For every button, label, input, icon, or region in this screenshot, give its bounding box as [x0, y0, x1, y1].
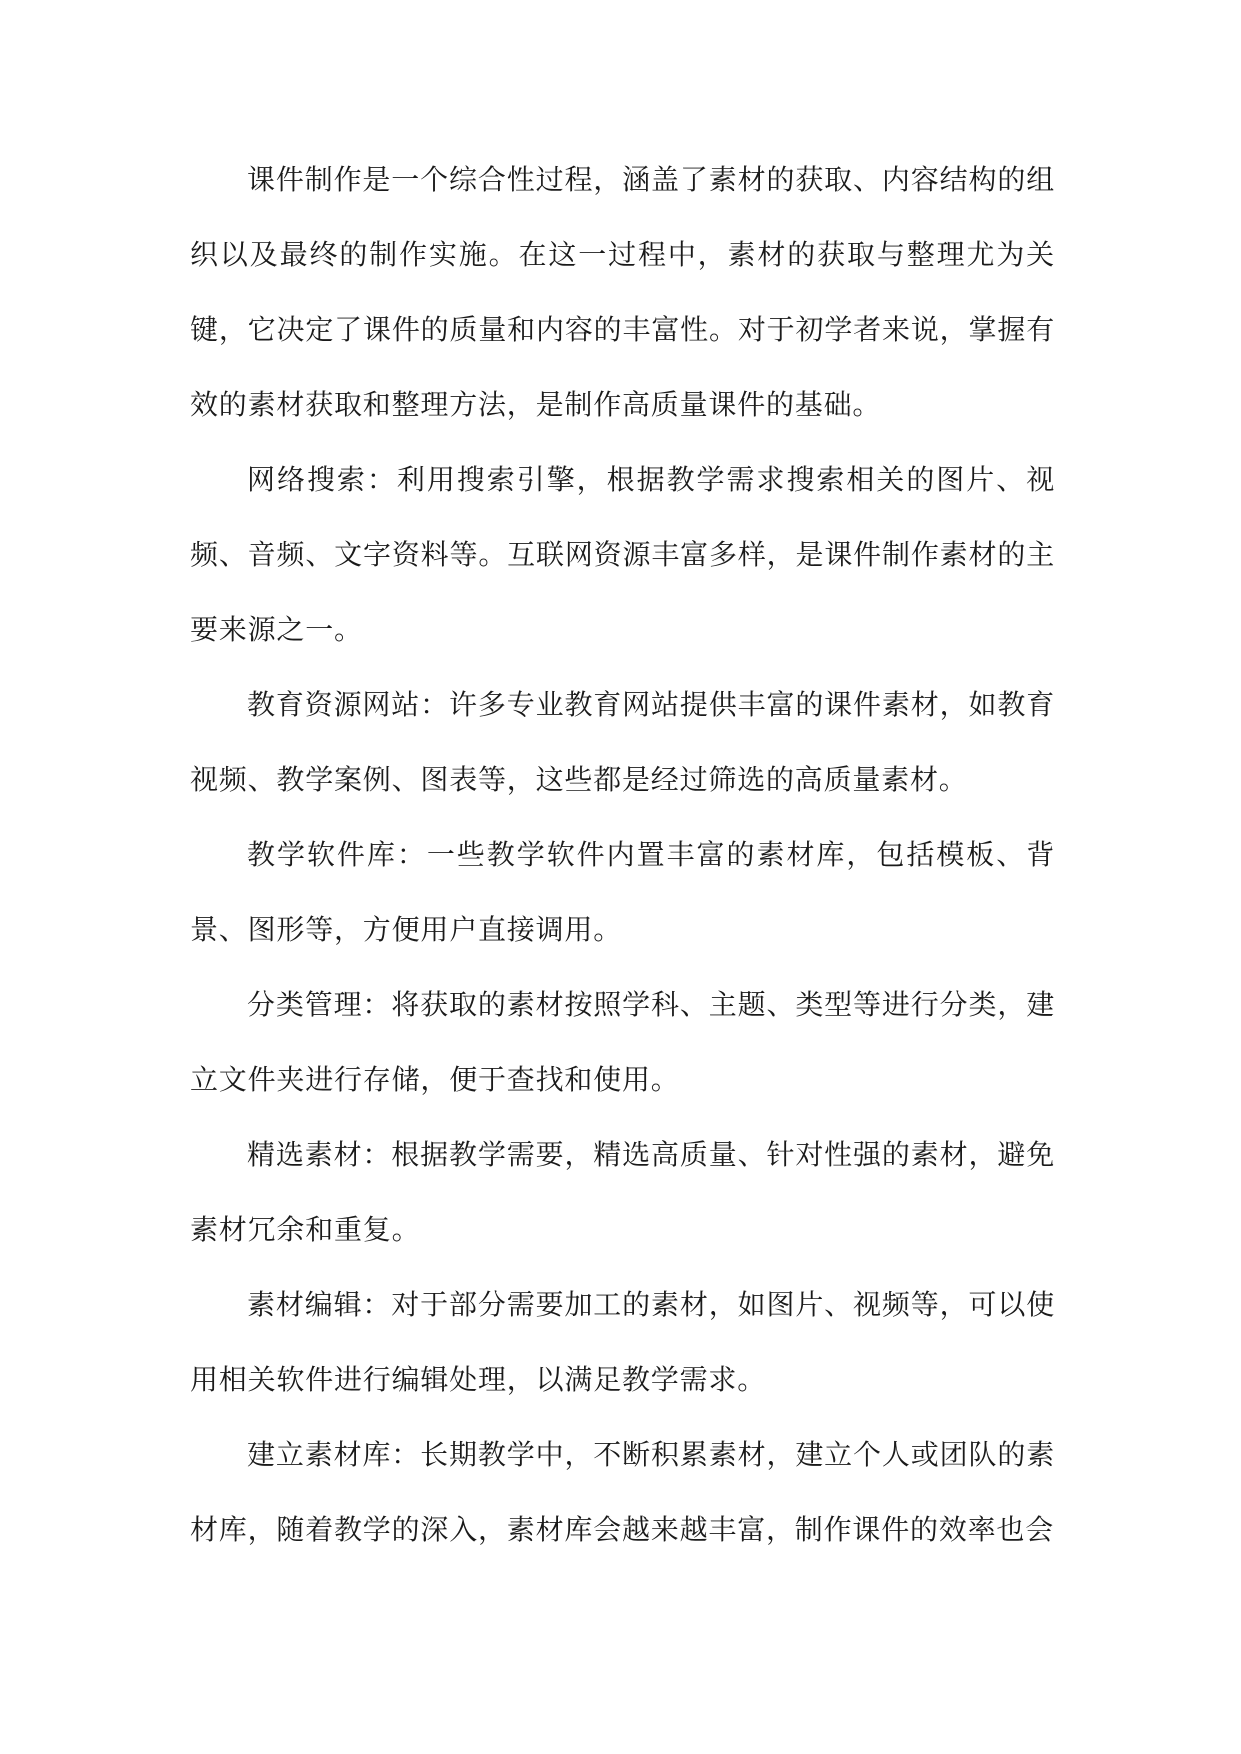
paragraph-build-library: 建立素材库：长期教学中，不断积累素材，建立个人或团队的素材库，随着教学的深入，素材库会越来越丰富，制作课件的效率也会: [190, 1438, 1055, 1546]
paragraph-editing: 素材编辑：对于部分需要加工的素材，如图片、视频等，可以使用相关软件进行编辑处理，以满足教学需求。: [190, 1288, 1055, 1396]
paragraph-education-sites: 教育资源网站：许多专业教育网站提供丰富的课件素材，如教育视频、教学案例、图表等，这些都是经过筛选的高质量素材。: [190, 688, 1055, 796]
paragraph-classification: 分类管理：将获取的素材按照学科、主题、类型等进行分类，建立文件夹进行存储，便于查找和使用。: [190, 988, 1055, 1096]
paragraph-software-library: 教学软件库：一些教学软件内置丰富的素材库，包括模板、背景、图形等，方便用户直接调用。: [190, 838, 1055, 946]
document-body: [190, 142, 1055, 1567]
paragraph-intro: 课件制作是一个综合性过程，涵盖了素材的获取、内容结构的组织以及最终的制作实施。在这一过程中，素材的获取与整理尤为关键，它决定了课件的质量和内容的丰富性。对于初学者来说，掌握有效的素材获取和整理方法，是制作高质量课件的基础。: [190, 163, 1055, 421]
paragraph-web-search: 网络搜索：利用搜索引擎，根据教学需求搜索相关的图片、视频、音频、文字资料等。互联网资源丰富多样，是课件制作素材的主要来源之一。: [190, 463, 1055, 646]
paragraph-selection: 精选素材：根据教学需要，精选高质量、针对性强的素材，避免素材冗余和重复。: [190, 1138, 1055, 1246]
